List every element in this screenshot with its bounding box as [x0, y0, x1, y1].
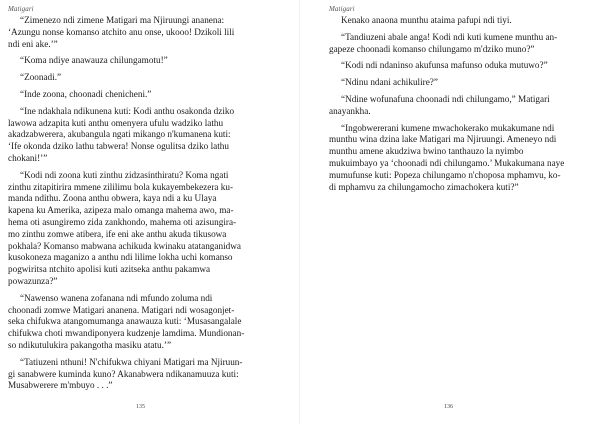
page-body [8, 15, 283, 397]
paragraph: “Tatiuzeni nthuni! N'chifukwa chiyani Matigari ma Njiruun- gi sanabwere kuminda kuno? Akanabwera ndikanamuuza kuti: Musabwerere m'mbuyo . . .” [8, 356, 243, 391]
paragraph: “Ndinu ndani achikulire?” [341, 77, 438, 88]
paragraph: “Ine ndakhala ndikunena kuti: Kodi anthu osakonda dziko lawowa adzapita kuti anthu omenyera ufulu wadziko lathu akadzabwerera, akubangula ngati mikango n'kumanena kuti: ‘Ife okonda dziko lathu tabwera! Nonse ogulitsa dziko lathu chokani!’” [8, 105, 235, 163]
running-head: Matigari [329, 5, 355, 13]
page-number: 135 [136, 404, 145, 410]
paragraph: “Koma ndiye anawauza chilungamotu!” [20, 55, 168, 66]
paragraph: “Kodi ndi zoona kuti zinthu zidzasinthiratu? Koma ngati zinthu zitapitirira mmene zililimu bola kukayembekezera ku- manda ndithu. Zoona anthu obwera, kaya ndi a ku Ulaya kapena ku Amerika, azipeza malo omanga mahema awo, ma- hema oti asungiremo zida zankhondo, mahema oti azisungira- mo zinthu zomwe atibera, ife eni ake anthu akuda tikusowa pokhala? Komanso mabwana achikuda kwinaku atatanganidwa kusokoneza maganizo a anthu ndi lilime lokha uchi komanso pogwiritsa ntchito apolisi kuti azitseka anthu pakamwa powazunza?” [8, 169, 241, 286]
paragraph: “Ingobwererani kumene mwachokerako mukakumane ndi munthu wina dzina lake Matigari ma Njiruungi. Ameneyo ndi munthu amene akudziwa bwino tanthauzo la nyimbo mukuimbayo ya ‘choonadi ndi chilungamo.’ Mukakumana naye mumufunse kuti: Popeza chilungamo n'chopos​a mphamvu, ko- di mphamvu za chilungamocho zimachokera kuti?” [329, 122, 565, 192]
page-number: 136 [444, 404, 453, 410]
paragraph: “Inde zoona, choonadi chenicheni.” [20, 88, 152, 99]
paragraph: “Tandiuzeni abale anga! Kodi ndi kuti kumene munthu an- gapeze choonadi komanso chilungamo m'dziko muno?” [329, 31, 558, 54]
paragraph: Kenako anaona munthu ataima pafupi ndi tiyi. [341, 15, 512, 25]
running-head: Matigari [8, 5, 34, 13]
paragraph: “Nawenso wanena zofanana ndi mfundo zoluma ndi choonadi zomwe Matigari ananena. Matigari ndi wosagonjet- seka chifukwa atangomumanga anawauza kuti: ‘Musasangalale chifukwa choti mwandiponyera kudzenje lamdima. Mundionan- so ndikutulukira pakangotha masiku atatu.’” [8, 292, 245, 350]
right-page [300, 0, 600, 424]
page-body [329, 15, 585, 198]
paragraph: “Zoonadi.” [20, 72, 62, 83]
paragraph: “Kodi ndi ndaninso akufunsa mafunso oduka mutuwo?” [341, 60, 548, 71]
paragraph: “Ndine wofunafuna choonadi ndi chilungamo,” Matigari anayankha. [329, 93, 550, 116]
paragraph: “Zimenezo ndi zimene Matigari ma Njiruungi ananena: ‘Azungu nonse komanso atchito anu onse, ukooo! Dzikoli lili ndi eni ake.’” [8, 15, 235, 49]
